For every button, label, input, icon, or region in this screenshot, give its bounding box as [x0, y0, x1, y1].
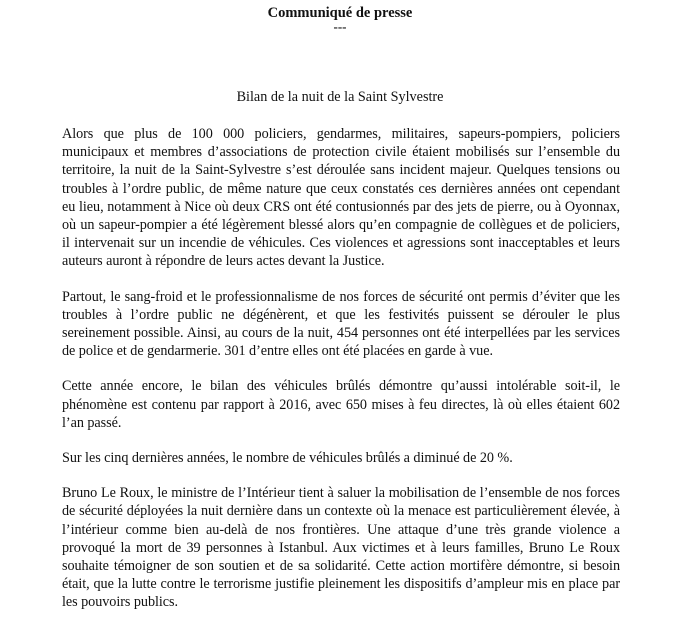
paragraph-interpellations: Partout, le sang-froid et le professionnalisme de nos forces de sécurité ont permis d’éviter que les troubles à l’ordre public ne dégénèrent, et que les festivités puissent se dérouler le plus sereinement possible. Ainsi, au cours de la nuit, 454 personnes ont été interpellées par les services de police et de gendarmerie. 301 d’entre elles ont été placées en garde à vue.	[62, 288, 620, 360]
paragraph-vehicules: Cette année encore, le bilan des véhicules brûlés démontre qu’aussi intolérable soit-il, le phénomène est contenu par rapport à 2016, avec 650 mises à feu directes, là où elles étaient 602 l’an passé.	[62, 378, 620, 431]
document-body	[62, 125, 620, 629]
document-title: Communiqué de presse	[267, 5, 413, 21]
document-subtitle: Bilan de la nuit de la Saint Sylvestre	[236, 89, 444, 105]
paragraph-tendance: Sur les cinq dernières années, le nombre de véhicules brûlés a diminué de 20 %.	[62, 450, 513, 467]
paragraph-mobilisation: Alors que plus de 100 000 policiers, gendarmes, militaires, sapeurs-pompiers, policiers municipaux et membres d’associations de protection civile étaient mobilisés sur l’ensemble du territoire, la nuit de la Saint-Sylvestre s’est déroulée sans incident majeur. Quelques tensions ou troubles à l’ordre public, de même nature que ceux constatés ces dernières années ont cependant eu lieu, notamment à Nice où deux CRS ont été contusionnés par des jets de pierre, ou à Oyonnax, où un sapeur-pompier a été légèrement blessé alors qu’en compagnie de collègues et de policiers, il intervenait sur un incendie de véhicules. Ces violences et agressions sont inacceptables et leurs auteurs auront à répondre de leurs actes devant la Justice.	[62, 126, 620, 270]
title-separator: ---	[333, 19, 347, 34]
paragraph-ministre: Bruno Le Roux, le ministre de l’Intérieur tient à saluer la mobilisation de l’ensemble de nos forces de sécurité déployées la nuit dernière dans un contexte où la menace est particulièrement élevée, à l’intérieur comme bien au-delà de nos frontières. Une attaque d’une très grande violence a provoqué la mort de 39 personnes à Istanbul. Aux victimes et à leurs familles, Bruno Le Roux souhaite témoigner de son soutien et de sa solidarité. Cette action mortifère démontre, si besoin était, que la lutte contre le terrorisme justifie pleinement les dispositifs d’ampleur mis en place par les pouvoirs publics.	[62, 485, 620, 611]
